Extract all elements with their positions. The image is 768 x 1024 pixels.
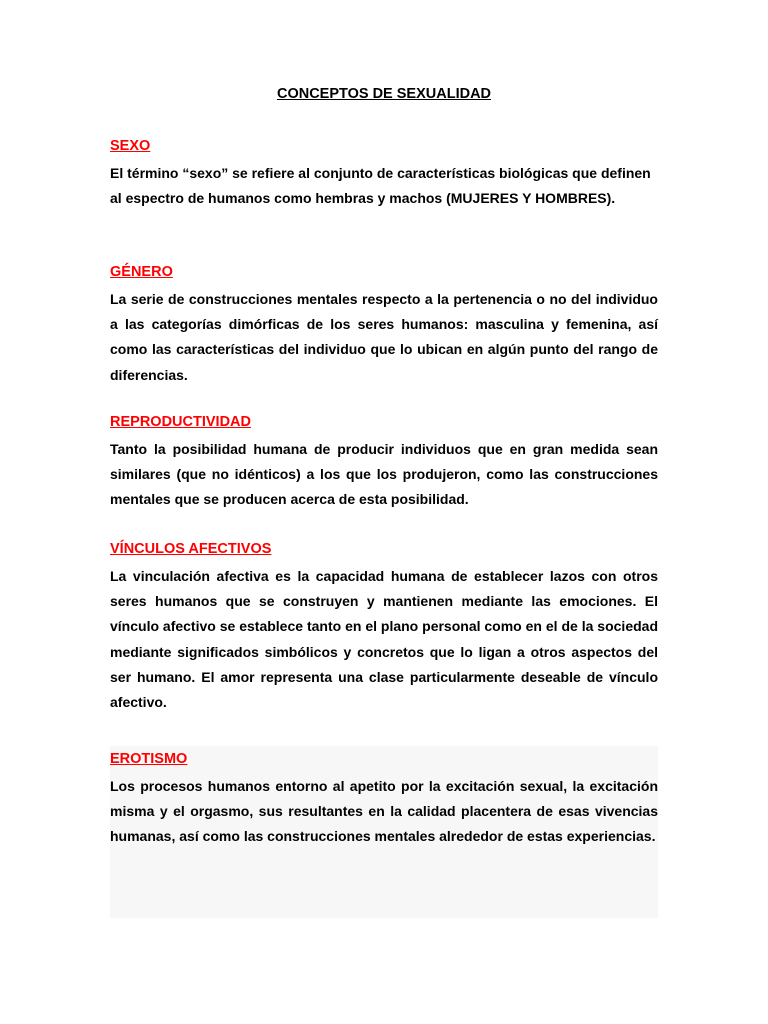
section-reproductividad bbox=[110, 413, 658, 513]
section-heading: GÉNERO bbox=[110, 264, 173, 280]
section-vinculos-afectivos bbox=[110, 540, 658, 715]
section-sexo bbox=[110, 137, 658, 211]
section-text: La serie de construcciones mentales respecto a la pertenencia o no del individuo a las categorías dimórficas de los seres humanos: masculina y femenina, así como las características del individuo que lo ubican en algún punto del rango de diferencias. bbox=[110, 291, 658, 383]
section-heading: REPRODUCTIVIDAD bbox=[110, 414, 251, 430]
section-text: Los procesos humanos entorno al apetito por la excitación sexual, la excitación misma y el orgasmo, sus resultantes en la calidad placentera de esas vivencias humanas, así como las construcciones mentales alrededor de estas experiencias. bbox=[110, 778, 658, 845]
section-text: El término “sexo” se refiere al conjunto de características biológicas que definen al espectro de humanos como hembras y machos (MUJERES Y HOMBRES). bbox=[110, 165, 651, 207]
page-title: CONCEPTOS DE SEXUALIDAD bbox=[276, 86, 492, 102]
section-heading: SEXO bbox=[110, 138, 151, 154]
section-heading: VÍNCULOS AFECTIVOS bbox=[110, 541, 272, 557]
section-text: La vinculación afectiva es la capacidad humana de establecer lazos con otros seres humanos que se construyen y mantienen mediante las emociones. El vínculo afectivo se establece tanto en el plano personal como en el de la sociedad mediante significados simbólicos y concretos que lo ligan a otros aspectos del ser humano. El amor representa una clase particularmente deseable de vínculo afectivo. bbox=[110, 568, 658, 711]
section-heading: EROTISMO bbox=[110, 751, 188, 767]
section-erotismo bbox=[110, 750, 658, 850]
section-text: Tanto la posibilidad humana de producir individuos que en gran medida sean similares (que no idénticos) a los que los produjeron, como las construcciones mentales que se producen acerca de esta posibilidad. bbox=[110, 441, 658, 508]
section-genero bbox=[110, 263, 658, 388]
